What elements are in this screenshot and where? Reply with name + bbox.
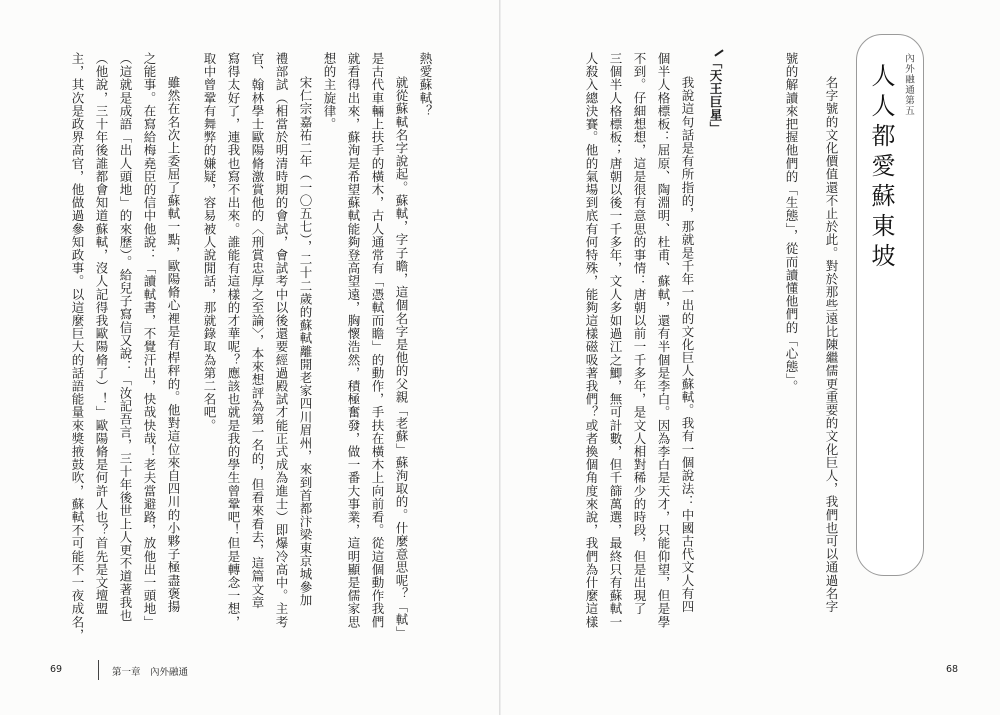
section-marker: 內外融通第五 <box>903 53 914 116</box>
running-chapter-label: 第一章 內外融通 <box>112 667 189 678</box>
subheading: 「天王巨星」 <box>708 56 723 135</box>
body-line: 想的主旋律。 <box>322 52 337 131</box>
body-line: 寫得太好了，連我也寫不出來。誰能有這樣的才華呢？應該也就是我的學生曾鞏吧！但是轉念一想， <box>226 52 241 629</box>
intro-line: 名字號的文化價值還不止於此。對於那些遠比陳繼儒更重要的文化巨人，我們也可以通過名字 <box>824 76 839 614</box>
right-page <box>500 0 1000 715</box>
page-number-right: 68 <box>946 664 959 675</box>
body-line: 宋仁宗嘉祐二年（一〇五七），二十二歲的蘇軾離開老家四川眉州，來到首都汴梁東京城參加 <box>298 76 313 607</box>
book-spine <box>499 0 501 715</box>
body-line: 就從蘇軾名字說起。蘇軾，字子瞻，這個名字是他的父親「老蘇」蘇洵取的。什麼意思呢？「軾」 <box>394 76 409 640</box>
body-line: （這就是成語「出人頭地」的來歷）。給兒子寫信又說：「汝記吾言，三十年後世上人更不道著我也 <box>118 52 133 623</box>
body-line: 取中曾鞏有舞弊的嫌疑，容易被人說閒話，那就錄取為第二名吧。 <box>202 52 217 432</box>
body-line: 是古代車輛上扶手的橫木，古人通常有「憑軾而瞻」的動作，手扶在橫木上向前看。從這個動作我們 <box>370 52 385 629</box>
body-line: 個半人格標板：屈原、陶淵明、杜甫、蘇軾，還有半個是李白。因為李白是天才，只能仰望，但是學 <box>656 52 671 629</box>
page-number-left: 69 <box>50 664 63 675</box>
body-line: 主，其次是政界高官，他做過參知政事。以這麼巨大的話語能量來獎掖鼓吹，蘇軾不可能不一夜成名， <box>70 52 85 642</box>
body-line: 我說這句話是有所指的，那就是千年一出的文化巨人蘇軾。我有一個說法：中國古代文人有四 <box>680 76 695 614</box>
intro-line: 號的解讀來把握他們的「生態」，從而讀懂他們的「心態」。 <box>784 52 799 394</box>
footer-divider <box>98 660 99 680</box>
body-line: 熱愛蘇軾？ <box>418 52 433 118</box>
chapter-heading-box <box>856 34 924 576</box>
chapter-title: 人人都愛蘇東坡 <box>867 63 895 273</box>
body-line: 雖然在名次上委屈了蘇軾一點，歐陽脩心裡是有桿秤的。他對這位來自四川的小夥子極盡褒揚 <box>166 76 181 614</box>
body-line: 之能事。在寫給梅堯臣的信中他說：「讀軾書，不覺汗出，快哉快哉！老夫當避路，放他出一頭地」 <box>142 52 157 629</box>
body-line: 三個半人格標板；唐朝以後一千多年，文人多如過江之鯽，無可計數，但千篩萬選，最終只有蘇軾一 <box>608 52 623 629</box>
body-line: 禮部試（相當於明清時期的會試，會試考中以後還要經過殿試才能正式成為進士）即爆冷高中。主考 <box>274 52 289 629</box>
body-line: 人殺入總決賽。他的氣場到底有何特殊，能夠這樣磁吸著我們？或者換個角度來說，我們為什麼這樣 <box>584 52 599 629</box>
body-line: 官、翰林學士歐陽脩激賞他的〈刑賞忠厚之至論〉，本來想評為第一名的，但看來看去，這篇文章 <box>250 52 265 610</box>
body-line: 就看得出來，蘇洵是希望蘇軾能夠登高望遠，胸懷浩然，積極奮發，做一番大事業，這明顯是儒家思 <box>346 52 361 629</box>
body-line: 不到。仔細想想，這是很有意思的事情：唐朝以前一千多年，是文人相對稀少的時段，但是出現了 <box>632 52 647 616</box>
body-line: （他說，三十年後誰都會知道蘇軾，沒人記得我歐陽脩了）！」歐陽脩是何許人也？首先是文壇盟 <box>94 52 109 616</box>
